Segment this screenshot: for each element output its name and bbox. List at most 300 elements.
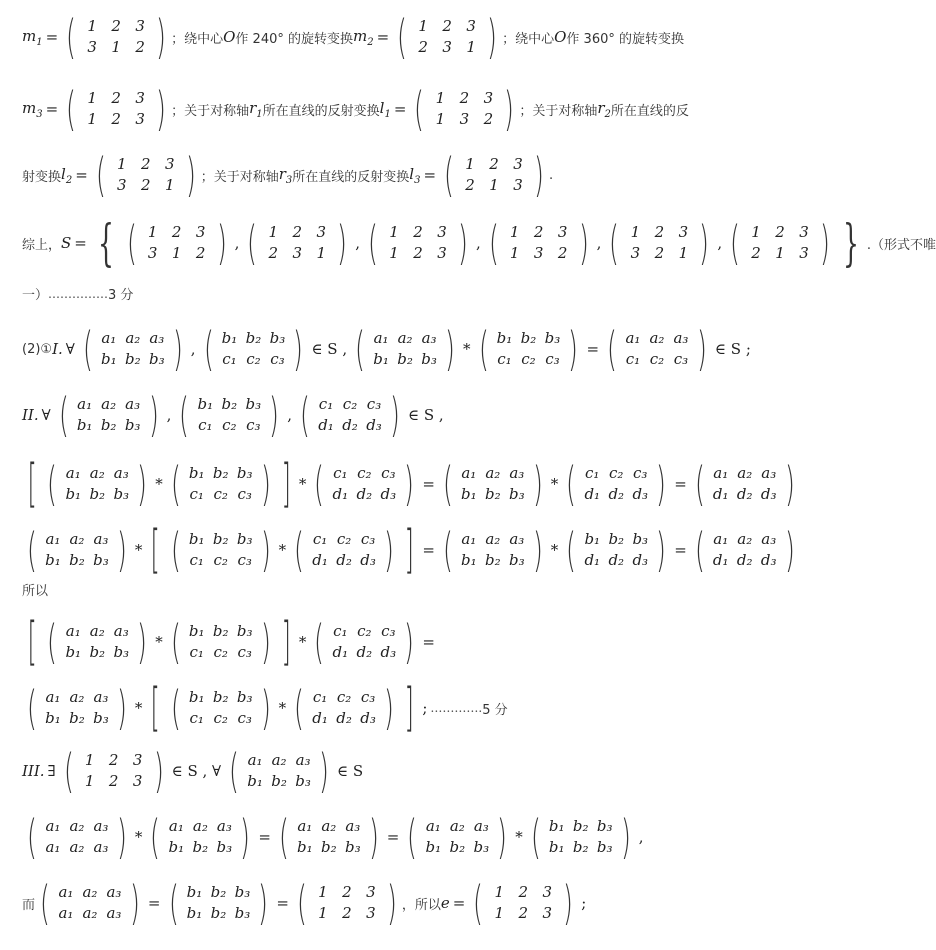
matrix-rows	[545, 817, 617, 857]
right-paren: )	[137, 457, 148, 511]
matrix-row	[41, 709, 113, 728]
matrix-cell: a₁	[247, 751, 263, 769]
matrix	[43, 457, 151, 511]
matrix-cell: c₁	[189, 551, 204, 569]
right-brace: }	[842, 214, 859, 272]
matrix-rows	[261, 223, 333, 263]
matrix-row	[110, 176, 182, 195]
left-paren: (	[730, 216, 741, 270]
matrix-rows	[308, 530, 380, 570]
square-bracket: ]	[404, 520, 414, 580]
matrix-cell: a₂	[82, 883, 98, 901]
text-run: 一）	[22, 288, 49, 303]
matrix-cell: 1	[751, 223, 761, 241]
matrix-row	[308, 551, 380, 570]
roman-II: II.	[22, 406, 39, 424]
left-paren: (	[694, 457, 705, 511]
right-paren: )	[699, 216, 710, 270]
line-3	[22, 148, 554, 202]
matrix-cell: 3	[678, 223, 689, 241]
var-l1: $l_1$	[379, 98, 391, 120]
matrix-cell: c₁	[585, 464, 600, 482]
matrix-row	[185, 622, 257, 641]
matrix-cell: c₃	[246, 416, 261, 434]
matrix	[562, 457, 670, 511]
matrix-row	[545, 838, 617, 857]
matrix-cell: b₂	[100, 416, 117, 434]
left-paren: (	[66, 10, 77, 64]
matrix-cell: b₃	[245, 395, 262, 413]
matrix-cell: 2	[268, 244, 279, 262]
matrix-l1	[410, 82, 518, 136]
left-paren: (	[609, 216, 620, 270]
matrix-cell: c₂	[357, 464, 372, 482]
line-8	[22, 454, 800, 514]
matrix-cell: 2	[108, 751, 119, 769]
left-paren: (	[314, 457, 325, 511]
matrix-rows	[487, 883, 559, 923]
matrix-cell: d₁	[712, 551, 729, 569]
matrix-cell: c₁	[333, 622, 348, 640]
matrix-cell: a₂	[737, 530, 753, 548]
left-paren: (	[444, 148, 454, 202]
right-paren: )	[487, 10, 498, 64]
matrix-cell: c₂	[213, 643, 228, 661]
matrix-rows	[458, 155, 530, 195]
matrix-row	[185, 530, 257, 549]
text-run: ，所以	[401, 897, 441, 913]
matrix-cell: a₂	[649, 329, 665, 347]
matrix-cell: a₂	[397, 329, 413, 347]
matrix-row	[185, 709, 257, 728]
var-S: S	[61, 234, 72, 252]
matrix-row	[61, 643, 133, 662]
matrix-row	[193, 395, 265, 414]
matrix-cell: c₂	[357, 622, 372, 640]
set-element-matrix	[485, 216, 593, 270]
square-bracket: ]	[281, 612, 291, 672]
matrix-cell: c₁	[625, 350, 641, 368]
matrix-cell: c₁	[222, 350, 237, 368]
matrix-rows	[97, 329, 169, 369]
matrix-cell: 3	[483, 89, 494, 107]
matrix-cell: b₂	[221, 395, 238, 413]
matrix-cell: a₃	[673, 329, 689, 347]
leader-dots: ……………	[48, 286, 109, 301]
right-paren: )	[269, 388, 280, 442]
var-e: e	[440, 894, 450, 912]
matrix-cell: 2	[751, 244, 761, 262]
matrix-cell: 2	[489, 155, 499, 173]
operator: =	[674, 541, 687, 559]
matrix	[310, 457, 418, 511]
matrix-cell: b₂	[485, 551, 501, 569]
matrix-cell: 2	[111, 110, 121, 128]
right-paren: )	[116, 810, 127, 864]
var-r2: $r_2$	[597, 98, 611, 120]
matrix-cell: 1	[87, 89, 97, 107]
matrix-cell: 1	[418, 17, 428, 35]
text-run: 综上，	[22, 237, 62, 253]
matrix-cell: b₁	[221, 329, 238, 347]
matrix-cell: 1	[435, 110, 446, 128]
matrix-cell: b₃	[509, 551, 525, 569]
text-run: ；关于对称轴	[519, 103, 598, 119]
matrix	[691, 523, 799, 577]
line-13	[22, 744, 366, 798]
left-paren: (	[566, 523, 577, 577]
matrix-cell: b₂	[210, 904, 227, 922]
left-paren: (	[40, 876, 50, 930]
matrix-row	[369, 329, 441, 348]
comma: ,	[355, 234, 361, 252]
left-paren: (	[47, 457, 58, 511]
text-run: 所在直线的反射变换	[262, 103, 380, 119]
matrix-cell: b₁	[45, 551, 61, 569]
matrix-cell: a₃	[473, 817, 489, 835]
right-paren: )	[404, 457, 415, 511]
matrix-rows	[61, 622, 133, 662]
left-paren: (	[407, 810, 418, 864]
operator: *	[155, 475, 163, 493]
left-paren: (	[368, 216, 378, 270]
matrix-cell: b₁	[168, 838, 185, 856]
matrix-cell: b₃	[295, 772, 311, 790]
forall: ∀	[41, 406, 51, 424]
matrix-cell: a₃	[149, 329, 165, 347]
line-11	[22, 612, 438, 672]
matrix-cell: 2	[654, 223, 665, 241]
subscript: 1	[256, 108, 263, 120]
matrix-cell: b₃	[509, 485, 525, 503]
matrix-cell: b₂	[212, 464, 229, 482]
line-5	[22, 284, 133, 303]
matrix-cell: a₁	[625, 329, 641, 347]
matrix-cell: b₂	[271, 772, 287, 790]
matrix-cell: c₁	[198, 416, 213, 434]
matrix-cell: b₂	[212, 530, 229, 548]
matrix-rows	[457, 464, 529, 504]
set-element-matrix	[726, 216, 834, 270]
matrix-cell: a₂	[737, 464, 753, 482]
left-paren: (	[278, 810, 289, 864]
matrix-cell: c₃	[633, 464, 648, 482]
matrix-cell: c₃	[381, 464, 396, 482]
matrix-cell: a₂	[192, 817, 208, 835]
matrix	[225, 744, 333, 798]
operator: ;	[581, 894, 587, 912]
matrix-rows	[110, 155, 182, 195]
right-paren: )	[532, 523, 543, 577]
matrix-cell: 1	[316, 244, 327, 262]
matrix-cell: 3	[132, 751, 143, 769]
matrix-cell: a₃	[93, 817, 109, 835]
matrix-cell: 1	[111, 38, 121, 56]
matrix-cell: b₃	[596, 817, 613, 835]
matrix-row	[580, 530, 652, 549]
matrix-row	[382, 223, 454, 242]
matrix-cell: d₁	[332, 643, 349, 661]
matrix-row	[457, 485, 529, 504]
matrix-cell: d₂	[608, 551, 625, 569]
matrix-m1	[62, 10, 170, 64]
matrix-cell: a₃	[761, 530, 777, 548]
matrix-cell: b₂	[69, 709, 85, 727]
matrix-cell: b₁	[425, 838, 442, 856]
left-paren: (	[63, 744, 74, 798]
matrix-cell: 2	[533, 223, 544, 241]
matrix-cell: c₁	[333, 464, 348, 482]
matrix-row	[80, 110, 152, 129]
left-paren: (	[229, 744, 240, 798]
right-paren: )	[337, 216, 348, 270]
matrix-cell: 2	[518, 883, 529, 901]
matrix-row	[580, 464, 652, 483]
square-bracket: [	[150, 520, 161, 580]
matrix-row	[185, 485, 257, 504]
matrix-row	[41, 817, 113, 836]
matrix-cell: 3	[466, 17, 476, 35]
matrix-row	[54, 883, 126, 902]
operator: =	[586, 340, 600, 358]
matrix-rows	[185, 622, 257, 662]
matrix-cell: 3	[135, 110, 145, 128]
matrix-cell: b₂	[245, 329, 262, 347]
operator: =	[393, 100, 407, 118]
matrix-row	[503, 223, 575, 242]
matrix-rows	[308, 688, 380, 728]
matrix-cell: c₃	[360, 530, 376, 548]
left-paren: (	[314, 615, 325, 669]
matrix-rows	[182, 883, 254, 923]
right-paren: )	[784, 457, 795, 511]
subscript: 2	[367, 36, 374, 48]
matrix-row	[311, 883, 383, 902]
matrix-cell: a₁	[461, 464, 477, 482]
matrix-row	[73, 416, 145, 435]
left-paren: (	[203, 322, 214, 376]
matrix-cell: 1	[494, 904, 505, 922]
matrix-cell: a₁	[58, 883, 74, 901]
right-paren: )	[620, 810, 631, 864]
subscript: 3	[36, 108, 43, 120]
matrix-cell: a₁	[373, 329, 389, 347]
subscript: 3	[285, 174, 293, 186]
matrix-cell: d₃	[366, 416, 382, 434]
left-paren: (	[607, 322, 617, 376]
matrix-cell: c₂	[649, 350, 665, 368]
matrix-cell: a₃	[125, 395, 141, 413]
text-therefore: 所以	[22, 584, 49, 599]
text-run: .	[548, 167, 554, 183]
matrix-cell: b₂	[321, 838, 337, 856]
matrix-cell: b₂	[212, 688, 229, 706]
matrix-cell: 2	[413, 244, 423, 262]
left-paren: (	[488, 216, 499, 270]
matrix-cell: c₂	[336, 530, 352, 548]
matrix-cell: b₁	[186, 883, 203, 901]
matrix-row	[314, 395, 386, 414]
right-paren: )	[137, 615, 148, 669]
matrix-cell: b₁	[197, 395, 214, 413]
right-paren: )	[568, 322, 579, 376]
matrix-cell: 1	[678, 244, 689, 262]
matrix-rows	[382, 223, 454, 263]
operator: *	[134, 699, 143, 717]
text-run: 而	[22, 897, 36, 913]
matrix-cell: 2	[442, 17, 452, 35]
line-1	[22, 10, 684, 64]
matrix-cell: a₃	[113, 622, 129, 640]
operator: =	[74, 234, 87, 252]
matrix-cell: d₁	[584, 551, 601, 569]
right-paren: )	[504, 82, 515, 136]
matrix-cell: 1	[435, 89, 446, 107]
operator: ,	[638, 828, 644, 846]
matrix-cell: 3	[513, 176, 523, 194]
matrix-row	[744, 223, 816, 242]
matrix-cell: d₃	[380, 643, 397, 661]
matrix-row	[421, 838, 493, 857]
matrix-cell: b₁	[461, 485, 477, 503]
matrix	[55, 388, 163, 442]
operator: =	[258, 828, 271, 846]
left-paren: (	[294, 523, 305, 577]
subscript: 2	[65, 174, 73, 186]
matrix-cell: c₃	[237, 551, 252, 569]
matrix-cell: 2	[111, 17, 121, 35]
matrix-cell: d₁	[584, 485, 601, 503]
matrix-cell: b₂	[397, 350, 413, 368]
matrix-rows	[314, 395, 386, 435]
operator: *	[278, 541, 287, 559]
left-paren: (	[294, 681, 305, 735]
matrix-row	[328, 622, 400, 641]
matrix	[475, 322, 583, 376]
left-paren: (	[27, 523, 37, 577]
matrix-row	[78, 772, 150, 791]
matrix-cell: c₂	[222, 416, 237, 434]
operator: =	[674, 475, 687, 493]
matrix-row	[328, 485, 400, 504]
left-paren: (	[442, 523, 453, 577]
square-bracket: ]	[281, 454, 291, 514]
identity-matrix	[60, 744, 168, 798]
matrix-cell: 2	[465, 176, 475, 194]
matrix-cell: c₂	[213, 485, 228, 503]
set-element-matrix	[243, 216, 351, 270]
operator: =	[422, 475, 435, 493]
matrix-row	[185, 464, 257, 483]
matrix-rows	[41, 688, 113, 728]
right-paren: )	[532, 457, 543, 511]
matrix-cell: b₃	[236, 622, 253, 640]
matrix-row	[185, 688, 257, 707]
matrix-cell: a₃	[106, 904, 122, 922]
identity-matrix	[469, 876, 577, 930]
matrix	[691, 457, 799, 511]
matrix-cell: b₂	[572, 838, 589, 856]
matrix-rows	[428, 89, 500, 129]
matrix-cell: b₂	[449, 838, 466, 856]
matrix-cell: d₂	[736, 485, 753, 503]
matrix-cell: c₃	[237, 485, 252, 503]
matrix-row	[411, 17, 483, 36]
matrix-cell: b₁	[65, 485, 82, 503]
text-run: (2)①	[22, 341, 53, 357]
matrix-cell: 2	[195, 244, 206, 262]
matrix-cell: 1	[116, 155, 127, 173]
text-run: ；关于对称轴	[171, 103, 250, 119]
left-paren: (	[397, 10, 408, 64]
matrix-row	[545, 817, 617, 836]
matrix-rows	[411, 17, 483, 57]
right-paren: )	[156, 10, 167, 64]
matrix-rows	[41, 530, 113, 570]
matrix	[527, 810, 635, 864]
matrix-cell: c₃	[381, 622, 396, 640]
line-15	[22, 876, 589, 930]
matrix-cell: 3	[513, 155, 523, 173]
matrix-cell: b₁	[188, 530, 205, 548]
matrix-cell: b₂	[124, 350, 141, 368]
square-bracket: ]	[404, 678, 414, 738]
matrix-cell: a₂	[449, 817, 465, 835]
square-bracket: [	[27, 454, 37, 514]
matrix-cell: d₃	[632, 551, 649, 569]
matrix-cell: 2	[342, 904, 352, 922]
left-paren: (	[442, 457, 453, 511]
matrix-cell: 3	[799, 223, 809, 241]
matrix-cell: a₁	[461, 530, 477, 548]
right-paren: )	[172, 322, 183, 376]
matrix-row	[41, 530, 113, 549]
matrix-cell: b₃	[421, 350, 437, 368]
matrix-row	[428, 110, 500, 129]
matrix-cell: b₁	[76, 416, 93, 434]
score-5: 5 分	[482, 702, 508, 718]
matrix-row	[328, 643, 400, 662]
matrix-rows	[369, 329, 441, 369]
matrix-cell: b₃	[148, 350, 165, 368]
matrix-row	[492, 350, 564, 369]
matrix-cell: 3	[542, 883, 553, 901]
operator: *	[155, 633, 163, 651]
matrix-cell: 3	[799, 244, 809, 262]
matrix-cell: a₃	[295, 751, 311, 769]
matrix-cell: 3	[316, 223, 327, 241]
left-paren: (	[179, 388, 190, 442]
matrix-cell: 3	[164, 155, 175, 173]
matrix-row	[311, 904, 383, 923]
matrix-cell: c₃	[360, 688, 376, 706]
operator: =	[45, 100, 59, 118]
matrix-cell: 1	[171, 244, 182, 262]
right-paren: )	[148, 388, 159, 442]
matrix-cell: a₁	[713, 464, 729, 482]
matrix	[290, 523, 398, 577]
right-paren: )	[458, 216, 468, 270]
leader-dots: ………….	[430, 701, 483, 715]
matrix-cell: b₁	[461, 551, 477, 569]
matrix-cell: c₂	[521, 350, 536, 368]
matrix-rows	[623, 223, 695, 263]
matrix-cell: a₂	[89, 464, 105, 482]
matrix-cell: 3	[116, 176, 127, 194]
matrix-row	[487, 883, 559, 902]
operator: =	[147, 894, 161, 912]
matrix-cell: b₃	[596, 838, 613, 856]
